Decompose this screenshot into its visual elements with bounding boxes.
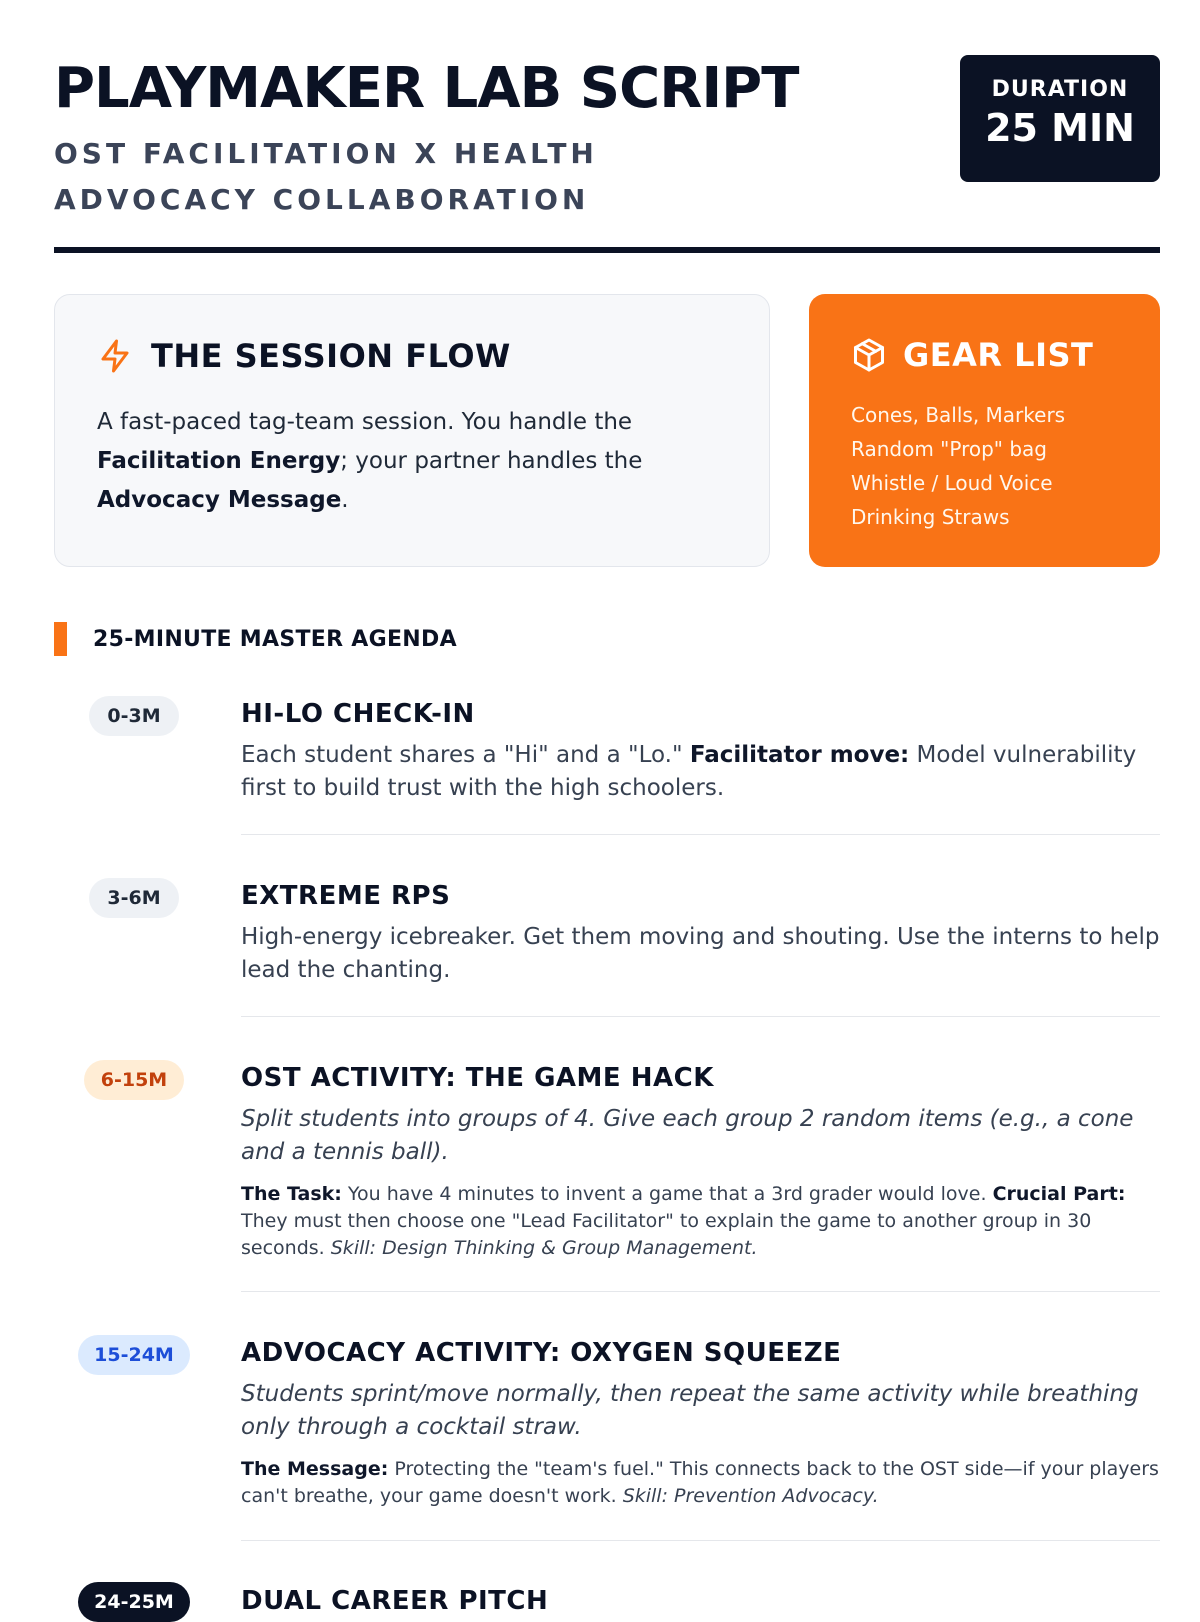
gear-list-card <box>809 294 1160 567</box>
duration-badge <box>960 55 1160 182</box>
gear-list-header <box>851 336 1093 374</box>
session-flow-card <box>54 294 770 567</box>
flow-text-part: A fast-paced tag-team session. You handle the <box>97 409 633 435</box>
desc-part: Model vulnerability first to build trust with the high schoolers. <box>241 742 1137 801</box>
gear-item: Whistle / Loud Voice <box>851 471 1053 495</box>
page-subtitle: OST FACILITATION X HEALTH ADVOCACY COLLABORATION <box>54 137 598 216</box>
agenda-item-note <box>241 1456 1160 1510</box>
agenda-item-title: OST ACTIVITY: THE GAME HACK <box>241 1063 714 1093</box>
time-badge: 15-24M <box>78 1335 190 1375</box>
agenda-item-body <box>241 697 1160 805</box>
duration-value: 25 MIN <box>985 106 1135 150</box>
note-part: Protecting the "team's fuel." This connects back to the OST side—if your players can't breathe, your game doesn't work. <box>241 1458 1159 1507</box>
flow-text-part: ; your partner handles the <box>340 448 643 474</box>
gear-list-title: GEAR LIST <box>903 336 1094 374</box>
package-icon <box>851 336 887 374</box>
note-bold: The Task: <box>241 1183 342 1205</box>
agenda-item-desc <box>241 739 1160 805</box>
agenda-divider <box>241 1016 1160 1017</box>
agenda-accent-bar <box>54 622 67 656</box>
note-bold: The Message: <box>241 1458 389 1480</box>
page-title: PLAYMAKER LAB SCRIPT <box>54 56 799 121</box>
gear-item: Drinking Straws <box>851 505 1010 529</box>
agenda-item-title: EXTREME RPS <box>241 881 451 911</box>
time-badge: 6-15M <box>84 1060 184 1100</box>
agenda-item-title: DUAL CAREER PITCH <box>241 1586 549 1616</box>
session-flow-title: THE SESSION FLOW <box>151 337 511 375</box>
time-badge: 0-3M <box>89 696 179 736</box>
agenda-item-note <box>241 1181 1160 1262</box>
flow-text-bold: Advocacy Message <box>97 487 342 513</box>
flow-text-bold: Facilitation Energy <box>97 448 341 474</box>
desc-part: Each student shares a "Hi" and a "Lo." <box>241 742 690 768</box>
note-part: You have 4 minutes to invent a game that a 3rd grader would love. <box>341 1183 993 1205</box>
agenda-item-desc: Students sprint/move normally, then repeat the same activity while breathing only through a cocktail straw. <box>241 1381 1139 1440</box>
header-divider <box>54 247 1160 253</box>
duration-label: DURATION <box>991 77 1129 102</box>
agenda-item-body <box>241 1336 1160 1510</box>
agenda-item-desc: High-energy icebreaker. Get them moving and shouting. Use the interns to help lead the chanting. <box>241 924 1160 983</box>
note-bold: Crucial Part: <box>992 1183 1126 1205</box>
flow-text-part: . <box>341 487 349 513</box>
agenda-item-title: ADVOCACY ACTIVITY: OXYGEN SQUEEZE <box>241 1338 842 1368</box>
agenda-divider <box>241 834 1160 835</box>
agenda-divider <box>241 1540 1160 1541</box>
time-badge: 3-6M <box>89 878 179 918</box>
agenda-item-body <box>241 879 1160 987</box>
note-skill: Skill: Design Thinking & Group Management. <box>330 1237 758 1259</box>
gear-list <box>851 398 1065 534</box>
agenda-item-title: HI-LO CHECK-IN <box>241 699 475 729</box>
agenda-item-desc: Split students into groups of 4. Give each group 2 random items (e.g., a cone and a tennis ball). <box>241 1106 1134 1165</box>
agenda-divider <box>241 1291 1160 1292</box>
session-flow-header <box>97 337 511 375</box>
time-badge: 24-25M <box>78 1582 190 1622</box>
header <box>54 55 1160 255</box>
note-skill: Skill: Prevention Advocacy. <box>622 1485 879 1507</box>
agenda-item-body <box>241 1584 1160 1618</box>
lightning-icon <box>97 337 133 375</box>
note-part: They must then choose one "Lead Facilitator" to explain the game to another group in 30 seconds. <box>241 1210 1092 1259</box>
agenda-item-body <box>241 1061 1160 1262</box>
gear-item: Cones, Balls, Markers <box>851 403 1066 427</box>
session-flow-text <box>97 403 737 520</box>
desc-bold: Facilitator move: <box>689 742 910 768</box>
agenda-header <box>54 622 457 656</box>
agenda-title: 25-MINUTE MASTER AGENDA <box>93 626 457 652</box>
gear-item: Random "Prop" bag <box>851 437 1047 461</box>
